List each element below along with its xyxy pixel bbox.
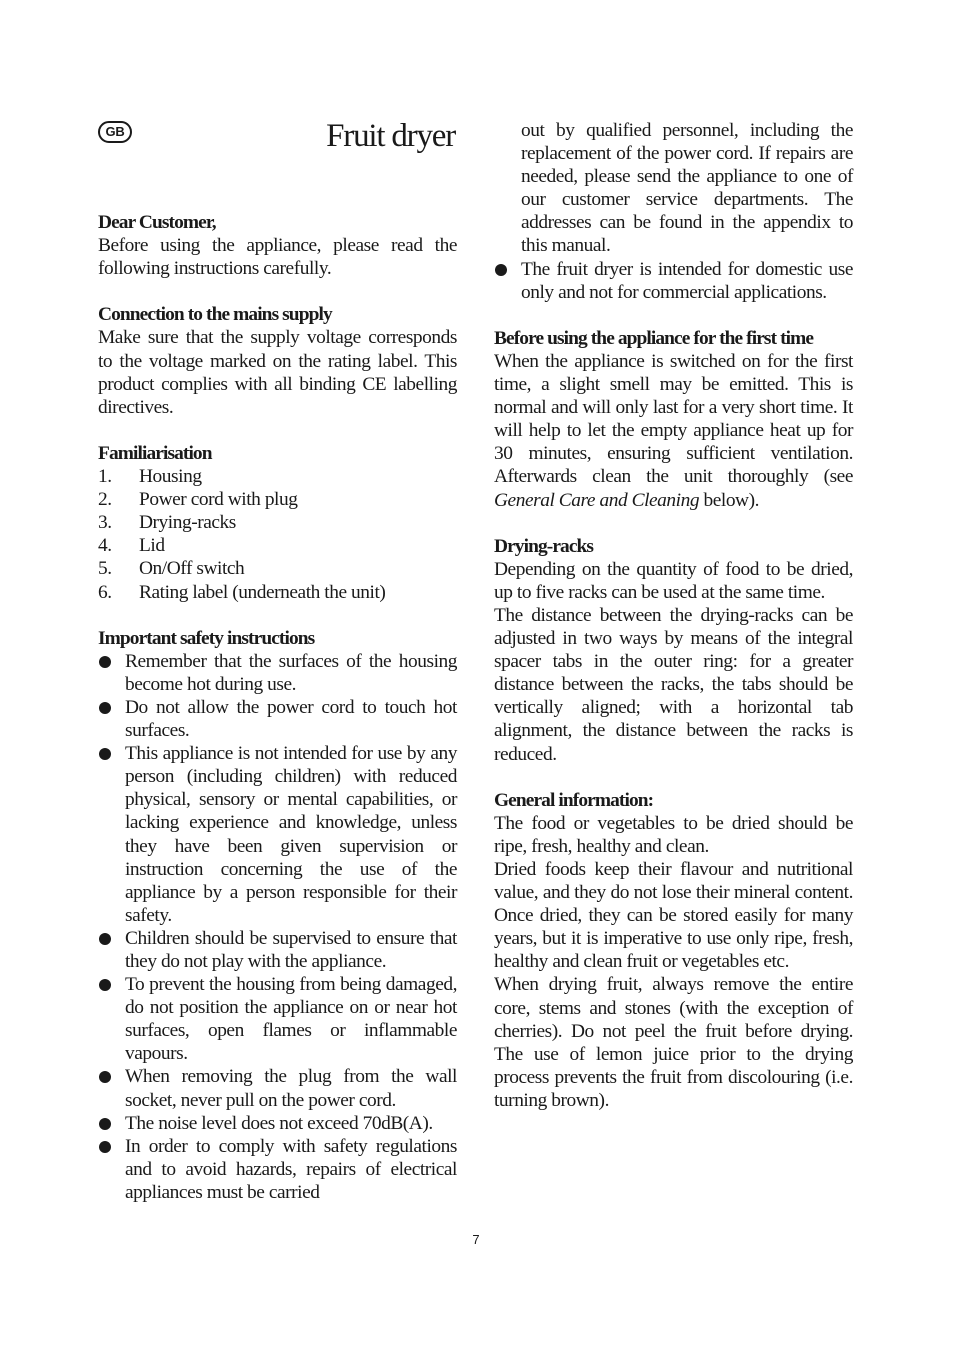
intro-text: Before using the appliance, please read the following instructions carefully. <box>98 235 457 280</box>
list-item: Remember that the surfaces of the housing become hot during use. <box>98 650 457 696</box>
list-item: This appliance is not intended for use by any person (including children) with reduced physical, sensory or mental capabilities, or lacking experience and knowledge, unless they have been given supervision or instruction concerning the use of the appliance by a person responsible for their safety. <box>98 742 457 927</box>
bullet-icon <box>99 748 111 760</box>
right-column <box>494 119 853 1112</box>
bullet-icon <box>99 702 111 714</box>
list-item: 5. On/Off switch <box>98 558 245 580</box>
region-badge: GB <box>98 121 132 143</box>
list-item: The fruit dryer is intended for domestic use only and not for commercial applications. <box>494 258 853 304</box>
list-item: The noise level does not exceed 70dB(A). <box>98 1112 457 1135</box>
safety-list-continued <box>494 258 853 304</box>
general-text-2: Dried foods keep their flavour and nutritional value, and they do not lose their mineral content. Once dried, they can be stored easily for many years, but it is imperative to use only ripe, fresh, healthy and clean fruit or vegetables etc. <box>494 859 853 973</box>
first-use-text: When the appliance is switched on for the first time, a slight smell may be emitted. This is normal and will only last for a very short time. It will help to let the empty appliance heat up for 30 minutes, ensuring sufficient ventilation. Afterwards clean the unit thoroughly (see General Care and Cleaning below). <box>494 350 853 511</box>
mains-text: Make sure that the supply voltage corresponds to the voltage marked on the rating label. This product complies with all binding CE labelling directives. <box>98 327 457 418</box>
safety-heading: Important safety instructions <box>98 627 315 649</box>
mains-heading: Connection to the mains supply <box>98 304 332 326</box>
list-item: 3. Drying-racks <box>98 512 236 534</box>
list-item: In order to comply with safety regulations and to avoid hazards, repairs of electrical appliances must be carried <box>98 1135 457 1204</box>
parts-list <box>98 465 457 604</box>
list-item: 2. Power cord with plug <box>98 489 298 511</box>
racks-heading: Drying-racks <box>494 535 594 557</box>
bullet-icon <box>495 264 507 276</box>
bullet-icon <box>99 979 111 991</box>
page-title: Fruit dryer <box>326 118 455 154</box>
bullet-icon <box>99 933 111 945</box>
list-item: 4. Lid <box>98 535 165 557</box>
list-item: To prevent the housing from being damaged, do not position the appliance on or near hot surfaces, open flames or inflammable vapours. <box>98 973 457 1065</box>
left-column <box>98 119 457 1204</box>
list-item: 6. Rating label (underneath the unit) <box>98 581 386 603</box>
list-item: Do not allow the power cord to touch hot surfaces. <box>98 696 457 742</box>
list-item: When removing the plug from the wall socket, never pull on the power cord. <box>98 1065 457 1111</box>
bullet-icon <box>99 1071 111 1083</box>
familiarisation-heading: Familiarisation <box>98 442 212 464</box>
safety-list <box>98 650 457 1204</box>
racks-text-1: Depending on the quantity of food to be dried, up to five racks can be used at the same time. <box>494 558 853 603</box>
page-number: 7 <box>472 1232 480 1247</box>
list-item: 1. Housing <box>98 466 202 488</box>
racks-text-2: The distance between the drying-racks can be adjusted in two ways by means of the integral spacer tabs in the outer ring: for a greater distance between the racks, the tabs should be vertically aligned; with a horizontal tab alignment, the distance between the racks is reduced. <box>494 604 853 765</box>
bullet-icon <box>99 1118 111 1130</box>
intro-heading: Dear Customer, <box>98 212 216 233</box>
bullet-icon <box>99 656 111 668</box>
safety-continuation: out by qualified personnel, including the replacement of the power cord. If repairs are needed, please send the appliance to one of our customer service departments. The addresses can be found in the appendix to this manual. <box>521 120 853 257</box>
general-heading: General information: <box>494 789 654 811</box>
general-text-1: The food or vegetables to be dried should be ripe, fresh, healthy and clean. <box>494 812 853 857</box>
list-item: Children should be supervised to ensure that they do not play with the appliance. <box>98 927 457 973</box>
general-text-3: When drying fruit, always remove the entire core, stems and stones (with the exception of cherries). Do not peel the fruit before drying. The use of lemon juice prior to the drying process prevents the fruit from discolouring (i.e. turning brown). <box>494 974 853 1111</box>
bullet-icon <box>99 1141 111 1153</box>
first-use-heading: Before using the appliance for the first time <box>494 327 814 349</box>
